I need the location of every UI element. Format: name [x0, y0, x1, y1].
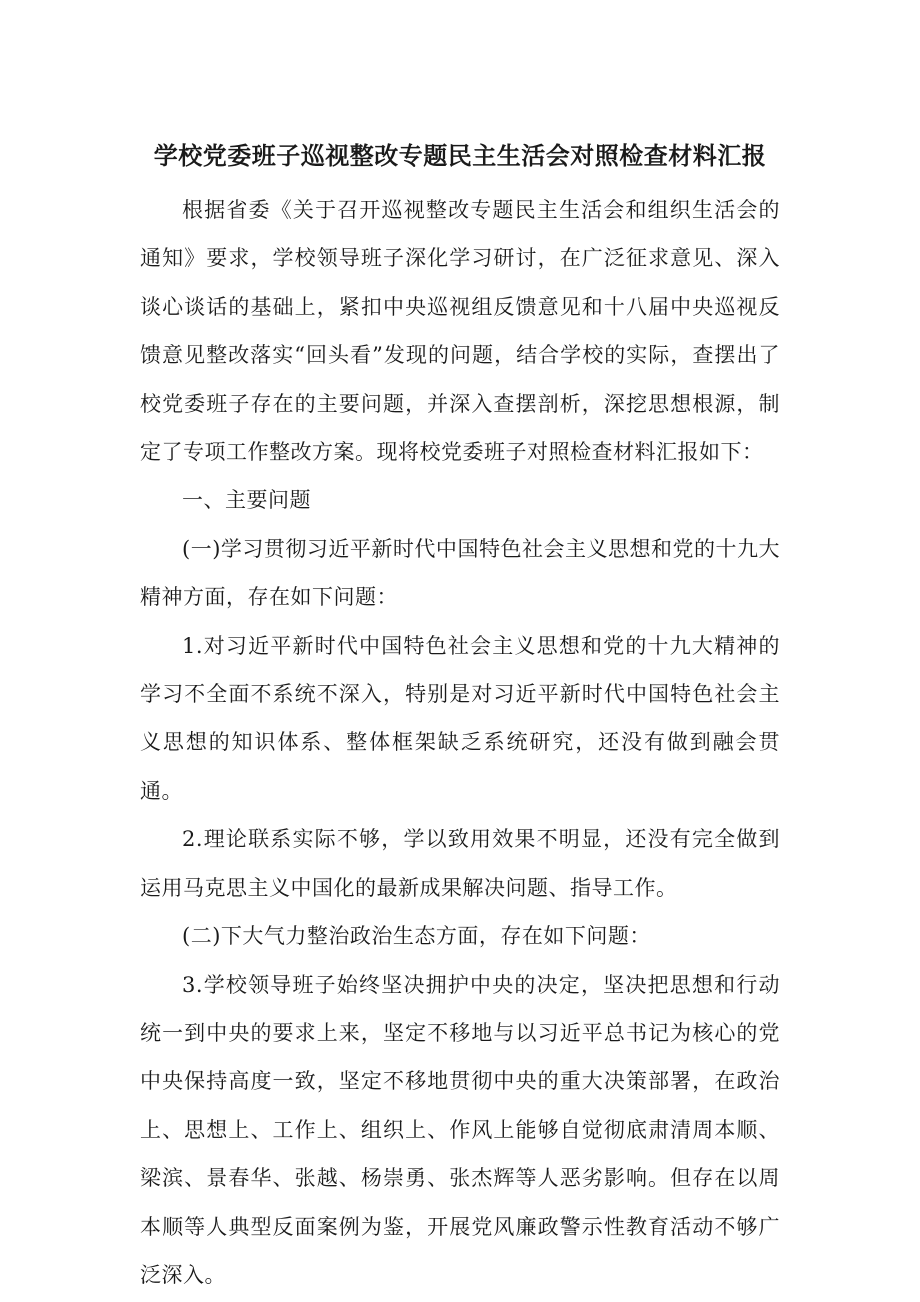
- document-body: [140, 186, 780, 1299]
- subsection-heading-2: (二)下大气力整治政治生态方面，存在如下问题：: [182, 924, 651, 949]
- document-title: 学校党委班子巡视整改专题民主生活会对照检查材料汇报: [153, 142, 767, 170]
- section-heading: 一、主要问题: [182, 488, 311, 513]
- item-paragraph-1: 1.对习近平新时代中国特色社会主义思想和党的十九大精神的学习不全面不系统不深入，特别是对习近平新时代中国特色社会主义思想的知识体系、整体框架缺乏系统研究，还没有做到融会贯通。: [140, 633, 780, 803]
- intro-paragraph: 根据省委《关于召开巡视整改专题民主生活会和组织生活会的通知》要求，学校领导班子深化学习研讨，在广泛征求意见、深入谈心谈话的基础上，紧扣中央巡视组反馈意见和十八届中央巡视反馈意见整改落实“回头看”发现的问题，结合学校的实际，查摆出了校党委班子存在的主要问题，并深入查摆剖析，深挖思想根源，制定了专项工作整改方案。现将校党委班子对照检查材料汇报如下：: [140, 198, 780, 465]
- item-paragraph-3: 3.学校领导班子始终坚决拥护中央的决定，坚决把思想和行动统一到中央的要求上来，坚定不移地与以习近平总书记为核心的党中央保持高度一致，坚定不移地贯彻中央的重大决策部署，在政治上、思想上、工作上、组织上、作风上能够自觉彻底肃清周本顺、梁滨、景春华、张越、杨崇勇、张杰辉等人恶劣影响。但存在以周本顺等人典型反面案例为鉴，开展党风廉政警示性教育活动不够广泛深入。: [140, 972, 780, 1287]
- subsection-heading-1: (一)学习贯彻习近平新时代中国特色社会主义思想和党的十九大精神方面，存在如下问题：: [140, 536, 780, 610]
- item-paragraph-2: 2.理论联系实际不够，学以致用效果不明显，还没有完全做到运用马克思主义中国化的最新成果解决问题、指导工作。: [140, 827, 780, 900]
